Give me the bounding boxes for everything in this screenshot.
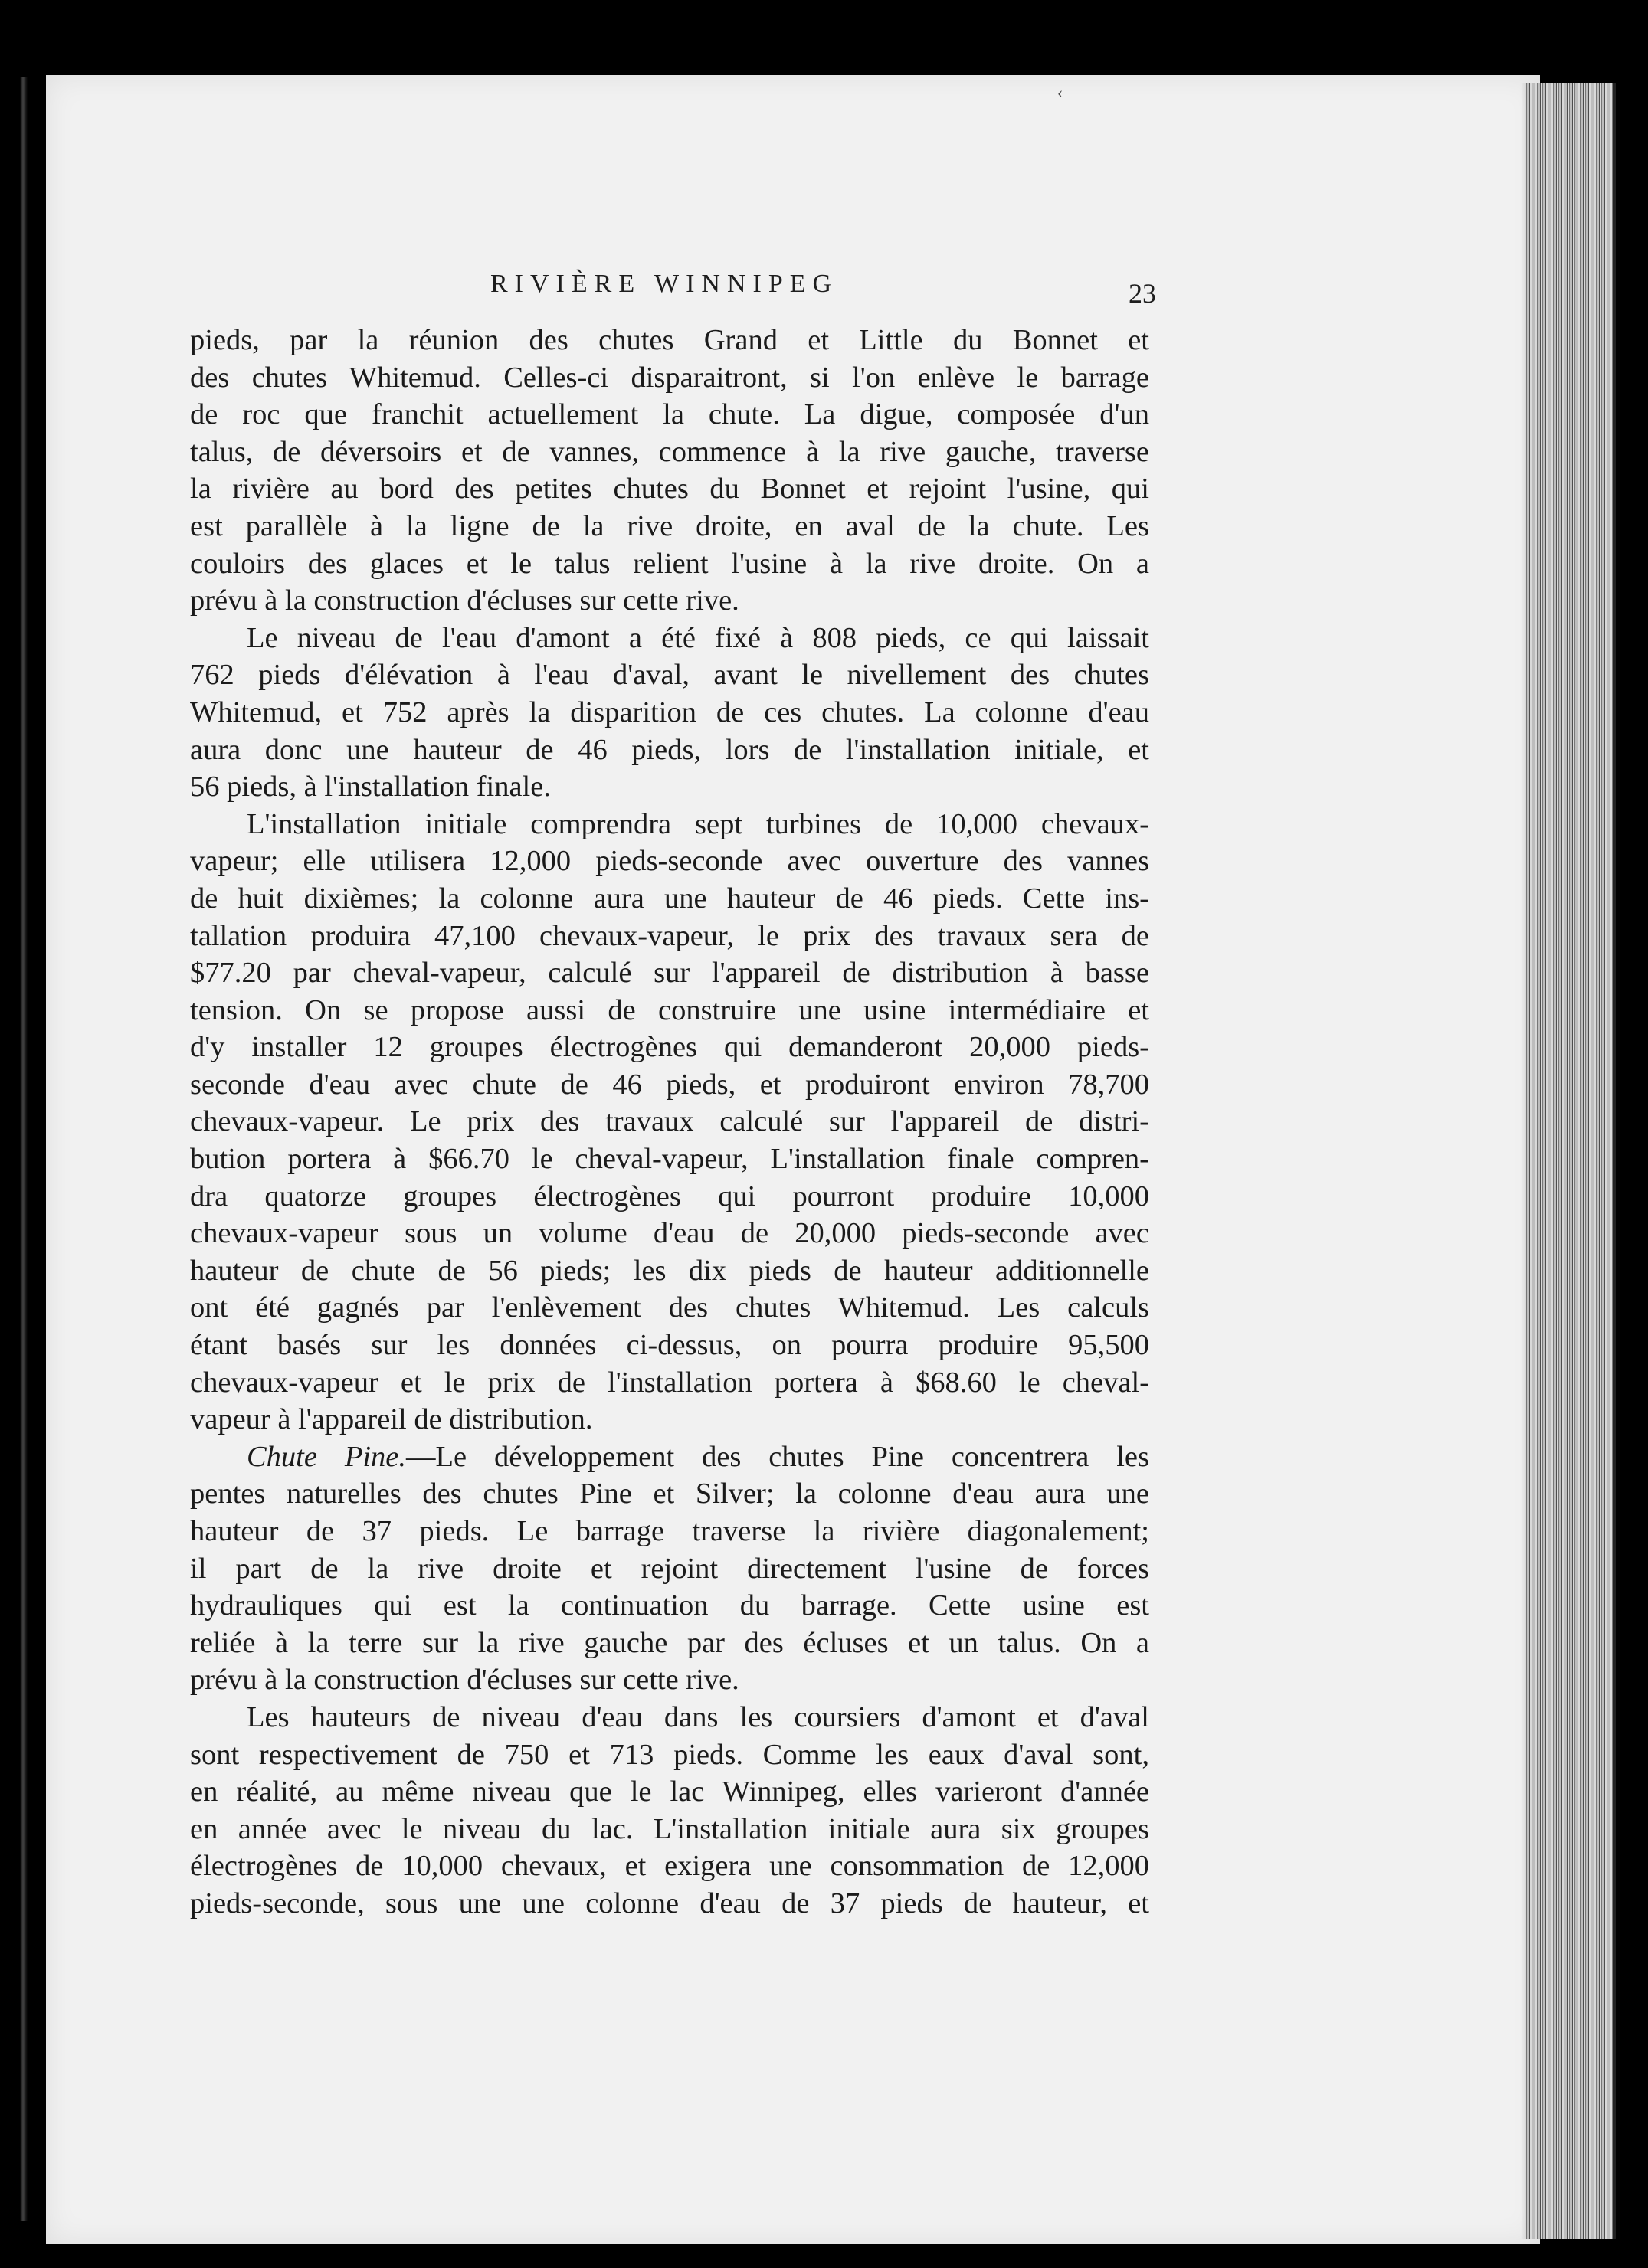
- text-line: il part de la rive droite et rejoint directement l'usine de forces: [190, 1552, 1149, 1585]
- text-line: 762 pieds d'élévation à l'eau d'aval, avant le nivellement des chutes: [190, 659, 1149, 692]
- text-line: seconde d'eau avec chute de 46 pieds, et produiront environ 78,700: [190, 1068, 1149, 1101]
- paragraph: [190, 1438, 1149, 1699]
- text-line: aura donc une hauteur de 46 pieds, lors de l'installation initiale, et: [190, 733, 1149, 766]
- text-line: $77.20 par cheval-vapeur, calculé sur l'appareil de distribution à basse: [190, 957, 1149, 990]
- text-line: est parallèle à la ligne de la rive droite, en aval de la chute. Les: [190, 509, 1149, 542]
- text-line: hauteur de chute de 56 pieds; les dix pieds de hauteur additionnelle: [190, 1254, 1149, 1287]
- text-line: vapeur à l'appareil de distribution.: [190, 1403, 593, 1436]
- paragraph: [190, 620, 1149, 806]
- text-line: chevaux-vapeur sous un volume d'eau de 20,000 pieds-seconde avec: [190, 1217, 1149, 1250]
- text-line: chevaux-vapeur. Le prix des travaux calculé sur l'appareil de distri-: [190, 1105, 1149, 1138]
- text-line: sont respectivement de 750 et 713 pieds. Comme les eaux d'aval sont,: [190, 1738, 1149, 1771]
- paragraph: [190, 322, 1149, 620]
- text-line: ont été gagnés par l'enlèvement des chutes Whitemud. Les calculs: [190, 1291, 1149, 1324]
- text-line: hauteur de 37 pieds. Le barrage traverse la rivière diagonalement;: [190, 1515, 1149, 1547]
- text-line: des chutes Whitemud. Celles-ci disparaitront, si l'on enlève le barrage: [190, 361, 1149, 394]
- text-line: Le niveau de l'eau d'amont a été fixé à 808 pieds, ce qui laissait: [247, 621, 1149, 654]
- text-line: vapeur; elle utilisera 12,000 pieds-seconde avec ouverture des vannes: [190, 845, 1149, 878]
- text-line: 56 pieds, à l'installation finale.: [190, 771, 551, 803]
- text-line: en réalité, au même niveau que le lac Winnipeg, elles varieront d'année: [190, 1775, 1149, 1808]
- text-line: pieds, par la réunion des chutes Grand et Little du Bonnet et: [190, 324, 1149, 356]
- binding-edge: [20, 77, 28, 2221]
- text-run: —Le développement des chutes Pine concentrera les: [406, 1440, 1149, 1473]
- text-line: tallation produira 47,100 chevaux-vapeur, le prix des travaux sera de: [190, 919, 1149, 952]
- text-line: talus, de déversoirs et de vannes, commence à la rive gauche, traverse: [190, 435, 1149, 468]
- text-line: reliée à la terre sur la rive gauche par des écluses et un talus. On a: [190, 1626, 1149, 1659]
- text-line: tension. On se propose aussi de construire une usine intermédiaire et: [190, 993, 1149, 1026]
- running-head: RIVIÈRE WINNIPEG: [490, 270, 839, 298]
- margin-mark: ‹: [1057, 83, 1063, 102]
- text-line: en année avec le niveau du lac. L'installation initiale aura six groupes: [190, 1812, 1149, 1845]
- text-line: hydrauliques qui est la continuation du barrage. Cette usine est: [190, 1589, 1149, 1622]
- text-line: Les hauteurs de niveau d'eau dans les coursiers d'amont et d'aval: [247, 1700, 1149, 1733]
- text-line: Whitemud, et 752 après la disparition de ces chutes. La colonne d'eau: [190, 695, 1149, 728]
- text-line: d'y installer 12 groupes électrogènes qui demanderont 20,000 pieds-: [190, 1031, 1149, 1064]
- text-line: bution portera à $66.70 le cheval-vapeur, L'installation finale compren-: [190, 1143, 1149, 1176]
- text-line: [190, 1438, 1149, 1476]
- text-line: de huit dixièmes; la colonne aura une hauteur de 46 pieds. Cette ins-: [190, 882, 1149, 915]
- text-line: prévu à la construction d'écluses sur cette rive.: [190, 584, 739, 617]
- text-line: de roc que franchit actuellement la chute. La digue, composée d'un: [190, 398, 1149, 431]
- paragraph: [190, 1699, 1149, 1923]
- text-line: prévu à la construction d'écluses sur cette rive.: [190, 1664, 739, 1697]
- text-line: pieds-seconde, sous une une colonne d'eau de 37 pieds de hauteur, et: [190, 1887, 1149, 1919]
- paragraph: [190, 806, 1149, 1438]
- text-line: L'installation initiale comprendra sept turbines de 10,000 chevaux-: [247, 807, 1149, 840]
- text-line: électrogènes de 10,000 chevaux, et exigera une consommation de 12,000: [190, 1850, 1149, 1883]
- page-number: 23: [1129, 278, 1156, 309]
- text-line: pentes naturelles des chutes Pine et Silver; la colonne d'eau aura une: [190, 1478, 1149, 1510]
- section-lead: Chute Pine.: [247, 1440, 407, 1473]
- text-line: étant basés sur les données ci-dessus, on pourra produire 95,500: [190, 1329, 1149, 1362]
- text-line: couloirs des glaces et le talus relient l'usine à la rive droite. On a: [190, 547, 1149, 580]
- text-line: la rivière au bord des petites chutes du Bonnet et rejoint l'usine, qui: [190, 473, 1149, 506]
- body-text: [190, 322, 1149, 1923]
- text-line: chevaux-vapeur et le prix de l'installation portera à $68.60 le cheval-: [190, 1366, 1149, 1399]
- text-line: dra quatorze groupes électrogènes qui pourront produire 10,000: [190, 1180, 1149, 1213]
- stacked-page-edges: [1525, 83, 1616, 2239]
